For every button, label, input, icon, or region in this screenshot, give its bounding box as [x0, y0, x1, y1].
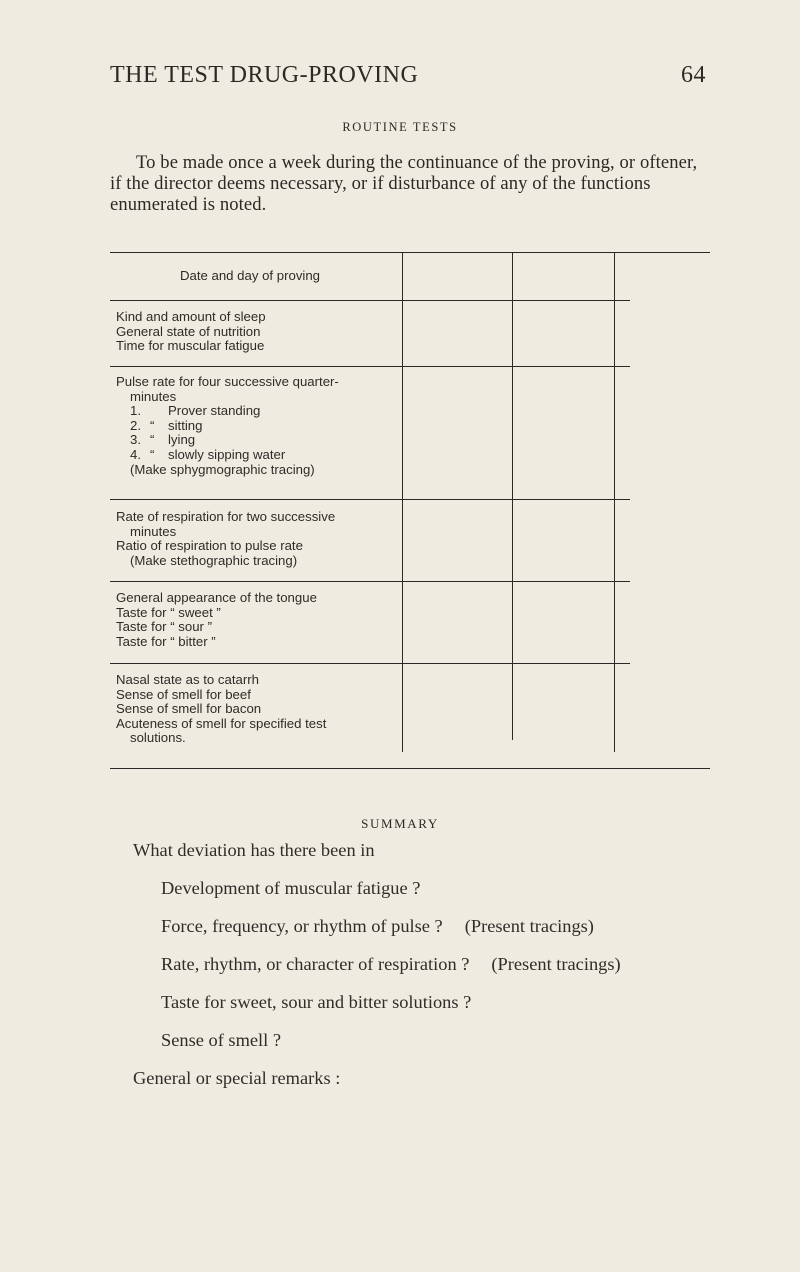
table-row-respiration	[116, 510, 508, 568]
section-title: ROUTINE TESTS	[342, 120, 458, 134]
table-row-sleep	[116, 310, 508, 354]
pulse-item: 2. “ sitting	[130, 417, 203, 433]
row-divider	[110, 499, 630, 500]
table-row-tongue	[116, 591, 508, 649]
column-rule-2	[512, 252, 513, 740]
column-rule-3	[614, 252, 615, 752]
summary-question: Taste for sweet, sour and bitter solutions ?	[161, 992, 472, 1012]
row-label: Pulse rate for four successive quarter-	[116, 374, 339, 389]
row-label: Kind and amount of sleep	[116, 309, 266, 324]
row-label: Taste for “ sour ”	[116, 619, 213, 635]
table-row-date	[110, 269, 390, 284]
summary-title: SUMMARY	[361, 816, 439, 831]
summary-question: Sense of smell ?	[161, 1030, 282, 1050]
table-row-smell	[116, 673, 508, 746]
row-note: (Make sphygmographic tracing)	[130, 461, 315, 477]
row-label: Acuteness of smell for specified test	[116, 715, 327, 731]
pulse-item: 1. Prover standing	[130, 403, 261, 419]
row-label: Time for muscular fatigue	[116, 338, 265, 354]
row-label: minutes	[130, 388, 177, 404]
row-label: Sense of smell for bacon	[116, 701, 262, 717]
table-bottom-rule	[110, 768, 710, 769]
row-note: (Make stethographic tracing)	[130, 552, 298, 568]
row-divider	[110, 581, 630, 582]
summary-question: Force, frequency, or rhythm of pulse ? (Present tracings)	[161, 916, 594, 936]
row-label: Ratio of respiration to pulse rate	[116, 538, 303, 554]
tracing-note: (Present tracings)	[464, 916, 594, 936]
tracing-note: (Present tracings)	[491, 954, 621, 974]
row-label: solutions.	[130, 730, 186, 746]
running-title: THE TEST DRUG-PROVING	[110, 62, 419, 88]
row-label: Sense of smell for beef	[116, 686, 251, 702]
row-label: Rate of respiration for two successive	[116, 509, 336, 524]
summary-question: Rate, rhythm, or character of respiration ? (Present tracings)	[161, 954, 621, 974]
summary-lead: What deviation has there been in	[133, 840, 375, 860]
routine-tests-table	[110, 252, 710, 768]
row-divider	[110, 663, 630, 664]
running-head	[110, 62, 706, 89]
row-label: Taste for “ sweet ”	[116, 604, 221, 620]
summary-closing: General or special remarks :	[133, 1068, 341, 1088]
row-label: Date and day of proving	[179, 268, 321, 283]
row-label: minutes	[130, 523, 177, 539]
row-label: General appearance of the tongue	[116, 590, 317, 605]
row-label: Taste for “ bitter ”	[116, 633, 216, 649]
table-row-pulse	[116, 375, 508, 477]
pulse-item: 3. “ lying	[130, 432, 196, 448]
table-top-rule	[110, 252, 710, 253]
row-divider	[110, 366, 630, 367]
pulse-item: 4. “ slowly sipping water	[130, 446, 286, 462]
row-label: General state of nutrition	[116, 323, 261, 339]
row-label: Nasal state as to catarrh	[116, 672, 259, 687]
intro-paragraph: To be made once a week during the continuance of the proving, or oftener, if the director deems necessary, or if disturbance of any of the functions enumerated is noted.	[110, 152, 698, 215]
page-number: 64	[681, 62, 706, 88]
row-divider	[110, 300, 630, 301]
summary-question: Development of muscular fatigue ?	[161, 878, 421, 898]
